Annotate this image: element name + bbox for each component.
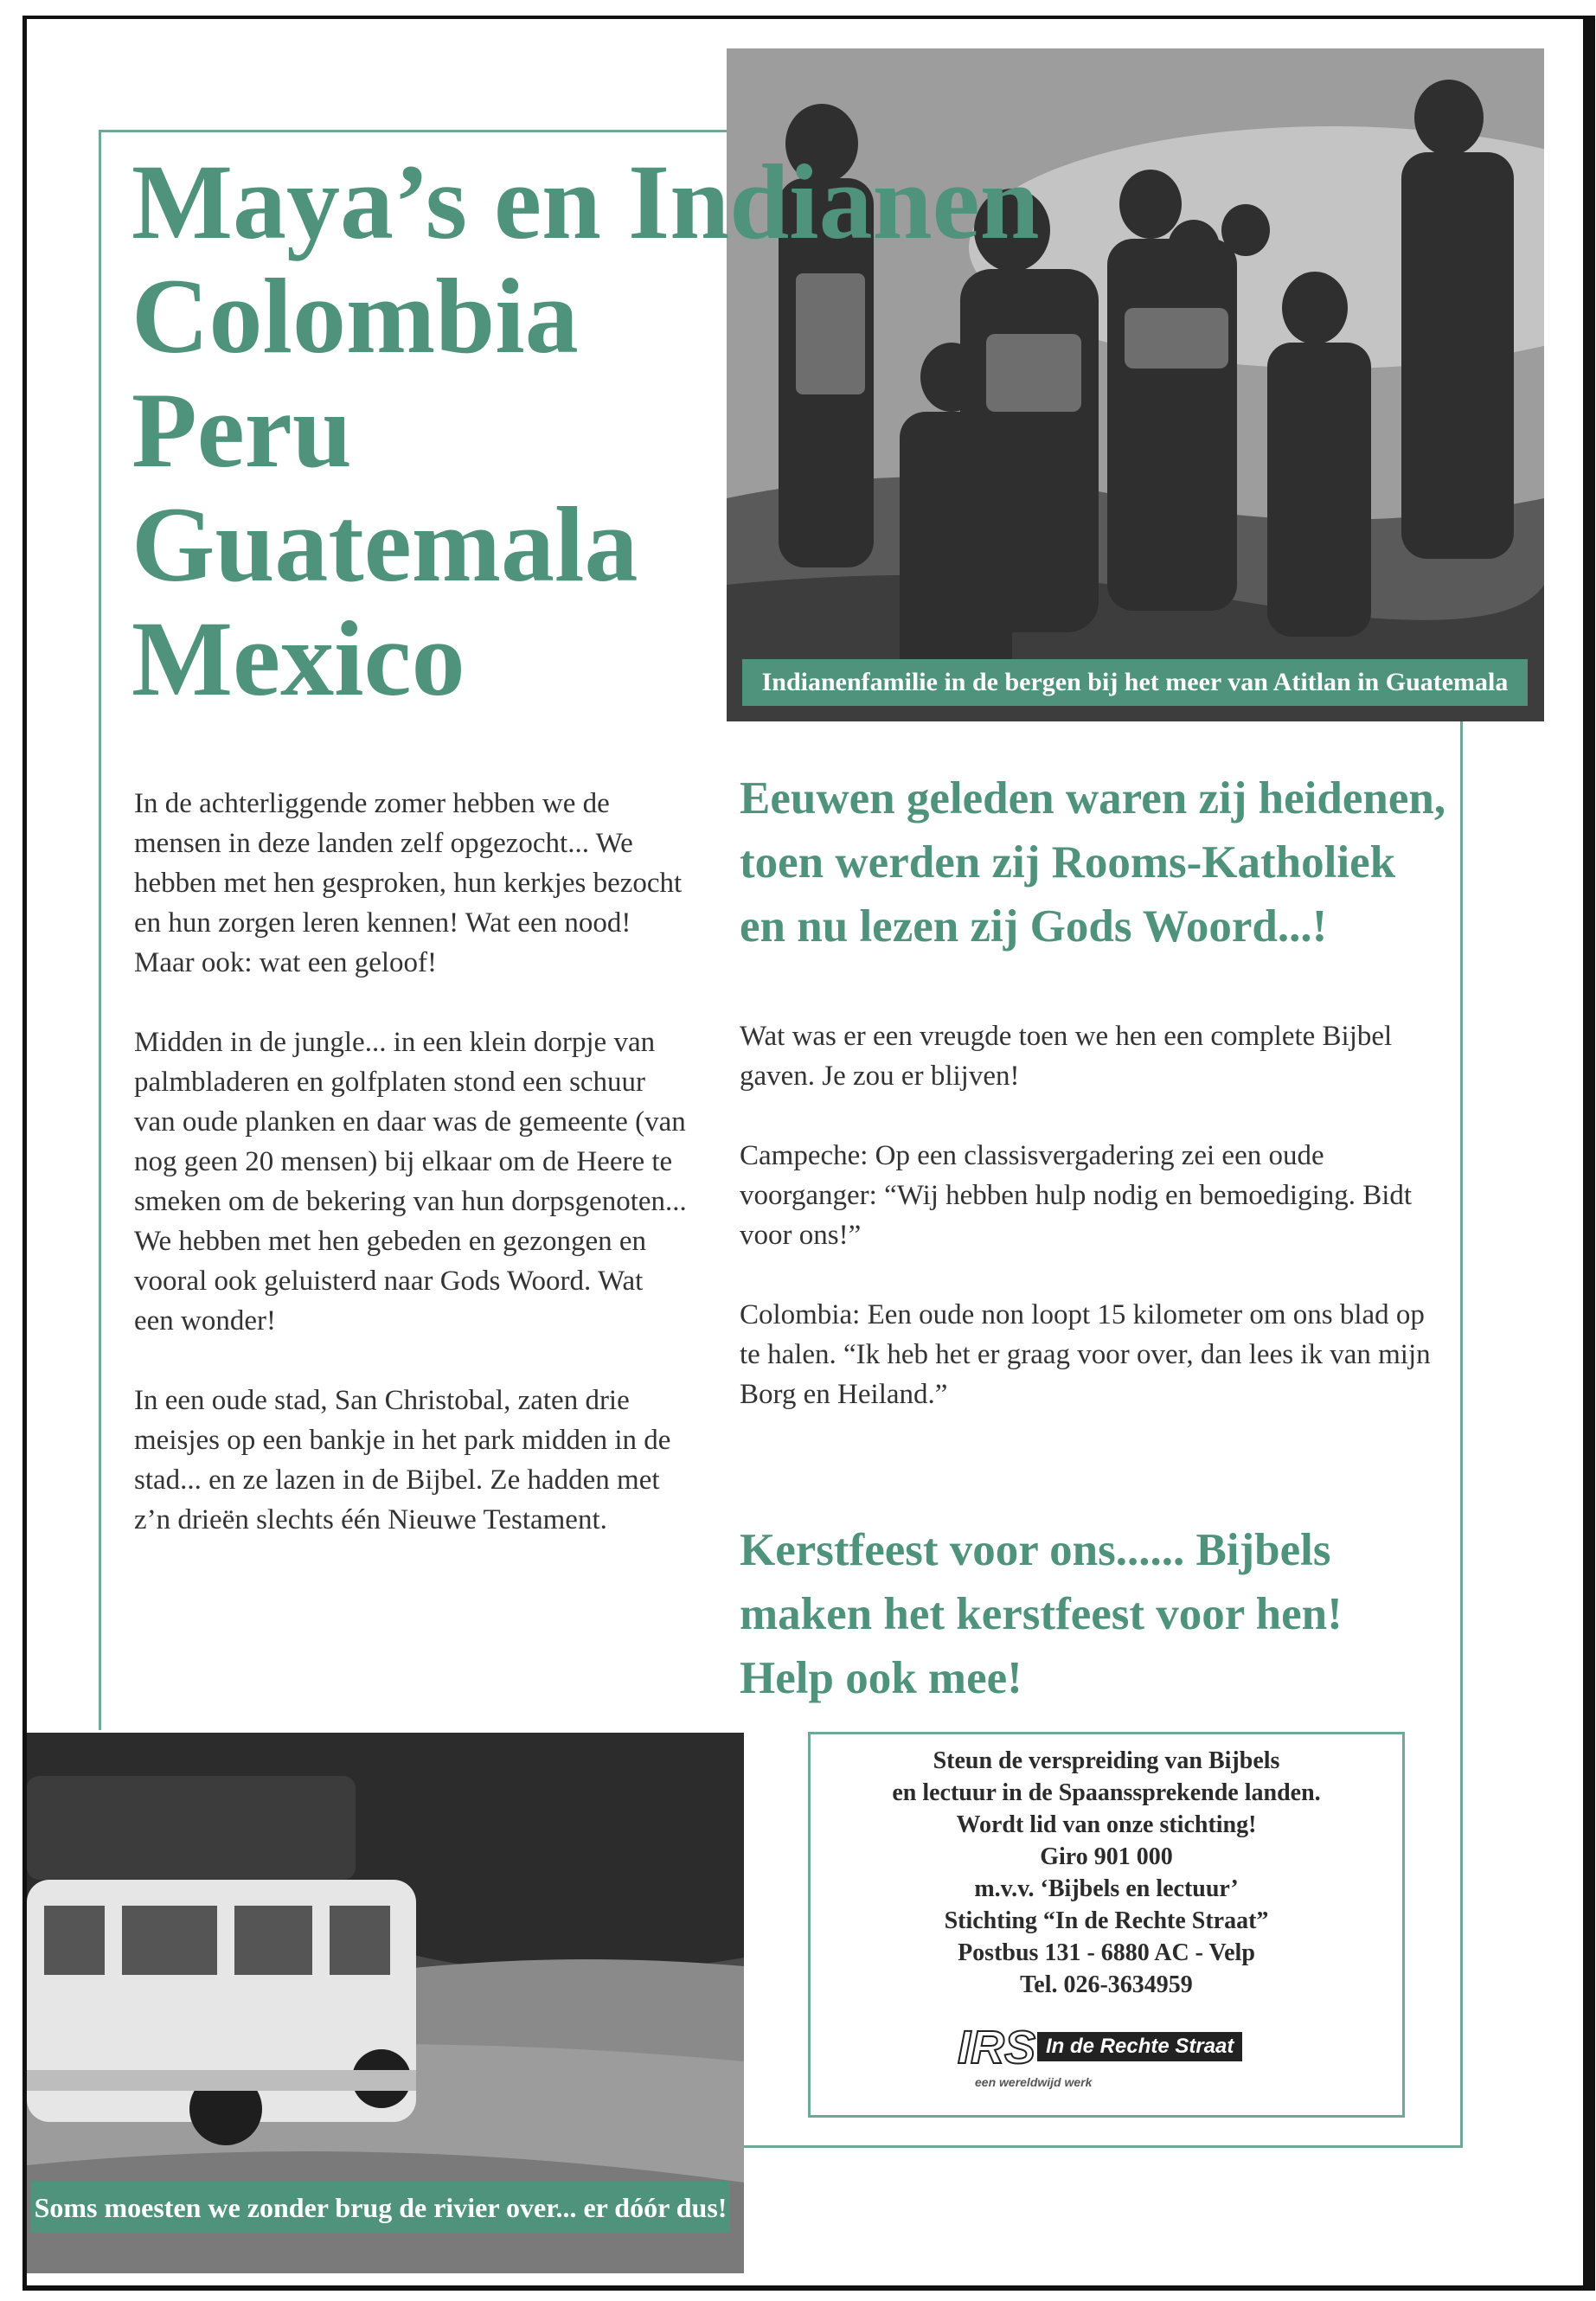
support-line-giro: Giro 901 000 xyxy=(1040,1843,1173,1870)
support-line-phone: Tel. 026-3634959 xyxy=(1020,1971,1193,1998)
left-column xyxy=(134,784,688,1580)
irs-logo-name: In de Rechte Straat xyxy=(1037,2032,1242,2061)
headline-line-maya: Maya’s en Indianen xyxy=(131,143,1040,261)
right-subhead-kerstfeest: Kerstfeest voor ons...... Bijbels maken het kerstfeest voor hen! Help ook mee! xyxy=(740,1525,1343,1703)
left-paragraph-2: Midden in de jungle... in een klein dorpje van palmbladeren en golfplaten stond een schuur van oude planken en daar was de gemeente (van nog geen 20 mensen) bij elkaar om de Heere te smeken om de bekering van hun dorpsgenoten... We hebben met hen gebeden en gezongen en vooral ook geluisterd naar Gods Woord. Wat een wonder! xyxy=(134,1027,687,1336)
support-line-mvv: m.v.v. ‘Bijbels en lectuur’ xyxy=(974,1875,1239,1902)
right-subhead-heidenen: Eeuwen geleden waren zij heidenen, toen werden zij Rooms-Katholiek en nu lezen zij Gods Woord...! xyxy=(740,773,1446,952)
left-paragraph-3: In een oude stad, San Christobal, zaten drie meisjes op een bankje in het park midden in de stad... en ze lazen in de Bijbel. Ze hadden met z’n drieën slechts één Nieuwe Testament. xyxy=(134,1385,671,1535)
left-paragraph-1: In de achterliggende zomer hebben we de mensen in deze landen zelf opgezocht... We hebben met hen gesproken, hun kerkjes bezocht en hun zorgen leren kennen! Wat een nood! Maar ook: wat een geloof! xyxy=(134,788,683,978)
irs-logo-badge: IRS xyxy=(958,2022,1036,2073)
right-column xyxy=(740,1016,1440,1454)
right-rule-vertical xyxy=(1460,718,1463,2147)
irs-logo xyxy=(958,2022,1286,2089)
bottom-photo-caption: Soms moesten we zonder brug de rivier over... er dóór dus! xyxy=(31,2182,730,2234)
top-photo-caption: Indianenfamilie in de bergen bij het meer van Atitlan in Guatemala xyxy=(742,659,1528,706)
support-box xyxy=(808,1732,1405,2118)
headline-line-guatemala: Guatemala xyxy=(131,485,638,604)
left-rule-top xyxy=(99,130,727,132)
bottom-rule xyxy=(742,2145,1463,2148)
support-line-3: Wordt lid van onze stichting! xyxy=(956,1811,1257,1838)
irs-logo-tagline: een wereldwijd werk xyxy=(975,2075,1093,2089)
headline-line-colombia: Colombia xyxy=(131,257,579,375)
support-line-2: en lectuur in de Spaanssprekende landen. xyxy=(892,1779,1321,1806)
support-line-stichting: Stichting “In de Rechte Straat” xyxy=(944,1907,1269,1934)
support-line-1: Steun de verspreiding van Bijbels xyxy=(933,1747,1280,1774)
right-paragraph-2: Campeche: Op een classisvergadering zei een oude voorganger: “Wij hebben hulp nodig en bemoediging. Bidt voor ons!” xyxy=(740,1140,1413,1251)
right-paragraph-1: Wat was er een vreugde toen we hen een complete Bijbel gaven. Je zou er blijven! xyxy=(740,1021,1393,1092)
page-headline xyxy=(131,145,1040,716)
headline-line-mexico: Mexico xyxy=(131,599,465,718)
support-line-postbus: Postbus 131 - 6880 AC - Velp xyxy=(958,1939,1255,1966)
left-rule-vertical xyxy=(99,130,101,1730)
right-paragraph-3: Colombia: Een oude non loopt 15 kilometer om ons blad op te halen. “Ik heb het er graag voor over, dan lees ik van mijn Borg en Heiland.” xyxy=(740,1299,1431,1410)
headline-line-peru: Peru xyxy=(131,371,352,490)
